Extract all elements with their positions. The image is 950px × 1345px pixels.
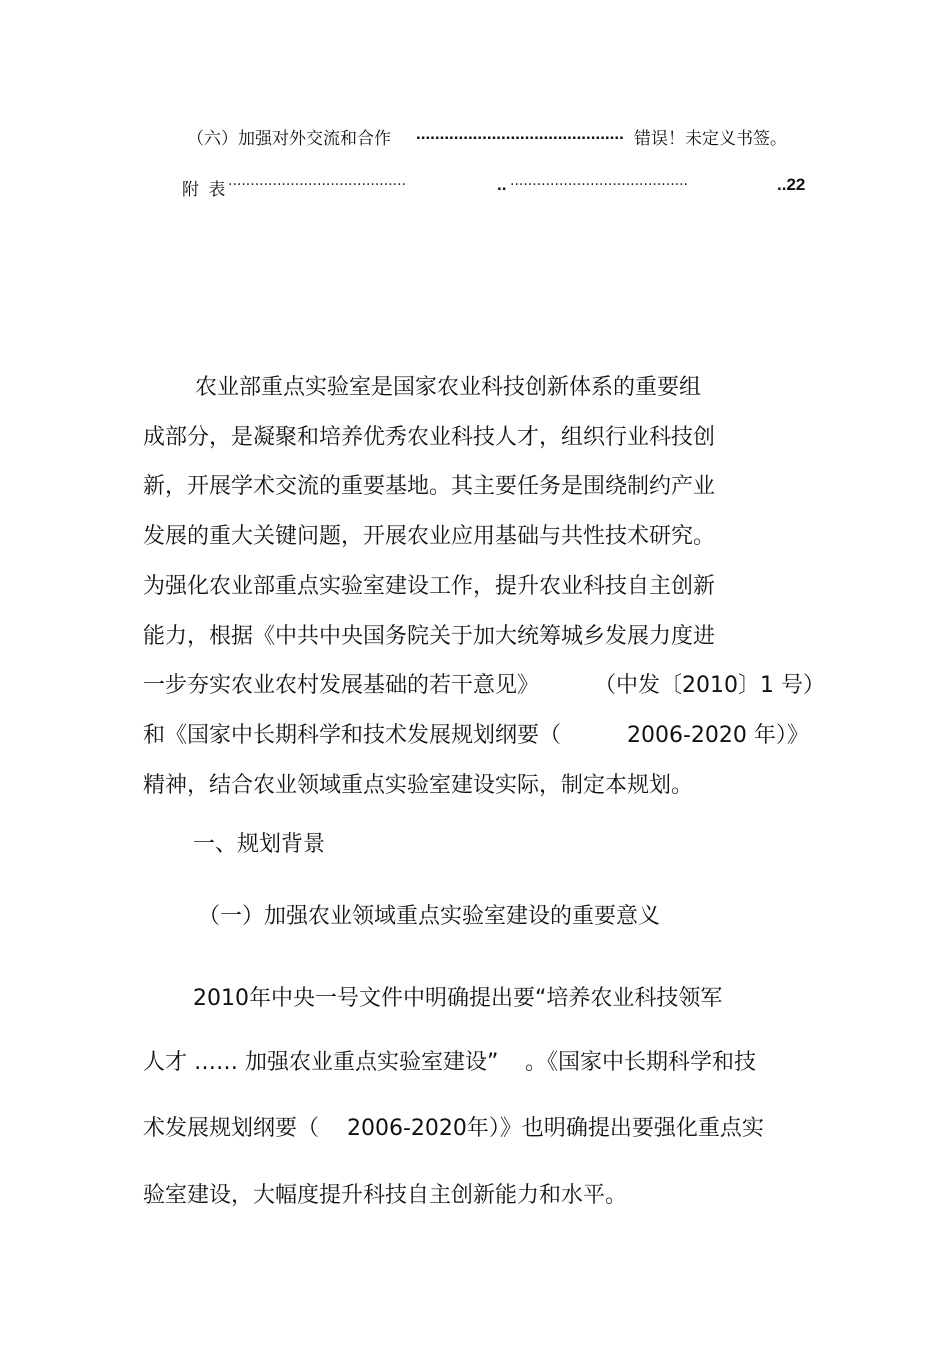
- para2-line-2b: 。《国家中长期科学和技: [525, 1050, 757, 1075]
- intro-line-5: 为强化农业部重点实验室建设工作，提升农业科技自主创新: [143, 574, 716, 599]
- para2-line-3a: 术发展规划纲要（: [143, 1116, 320, 1141]
- intro-line-7b: （中发〔2010〕1 号）: [594, 673, 825, 698]
- toc-entry-6-label[interactable]: （六）加强对外交流和合作: [187, 129, 391, 149]
- intro-line-4: 发展的重大关键问题，开展农业应用基础与共性技术研究。: [143, 524, 716, 549]
- para2-line-4: 验室建设，大幅度提升科技自主创新能力和水平。: [143, 1183, 628, 1208]
- section-heading-1: 一、规划背景: [193, 832, 326, 857]
- para2-line-1: 2010年中央一号文件中明确提出要“培养农业科技领军: [193, 986, 723, 1011]
- intro-line-1: 农业部重点实验室是国家农业科技创新体系的重要组: [195, 375, 702, 400]
- toc-appendix-leader-2: ········································: [510, 177, 689, 193]
- para2-line-2a: 人才 …… 加强农业重点实验室建设”: [143, 1050, 499, 1075]
- intro-line-3: 新，开展学术交流的重要基地。其主要任务是围绕制约产业: [143, 474, 716, 499]
- intro-line-6: 能力，根据《中共中央国务院关于加大统筹城乡发展力度进: [143, 624, 716, 649]
- subsection-heading-1: （一）加强农业领域重点实验室建设的重要意义: [198, 904, 661, 929]
- toc-appendix-leader-1: ········································: [228, 177, 407, 193]
- intro-line-8a: 和《国家中长期科学和技术发展规划纲要（: [143, 723, 562, 748]
- toc-appendix-leader-mid: ..: [497, 175, 507, 194]
- toc-appendix-page[interactable]: ..22: [777, 175, 806, 194]
- toc-entry-6-page[interactable]: 错误！未定义书签。: [634, 129, 787, 149]
- toc-appendix-label[interactable]: 附 表: [182, 180, 228, 200]
- intro-line-7a: 一步夯实农业农村发展基础的若干意见》: [143, 673, 540, 698]
- toc-entry-6-leader: ............................................: [416, 124, 624, 143]
- intro-line-2: 成部分，是凝聚和培养优秀农业科技人才，组织行业科技创: [143, 425, 716, 450]
- intro-line-8b: 2006-2020 年）》: [627, 723, 809, 748]
- para2-line-3b: 2006-2020年）》也明确提出要强化重点实: [347, 1116, 764, 1141]
- intro-line-9: 精神，结合农业领域重点实验室建设实际，制定本规划。: [143, 773, 694, 798]
